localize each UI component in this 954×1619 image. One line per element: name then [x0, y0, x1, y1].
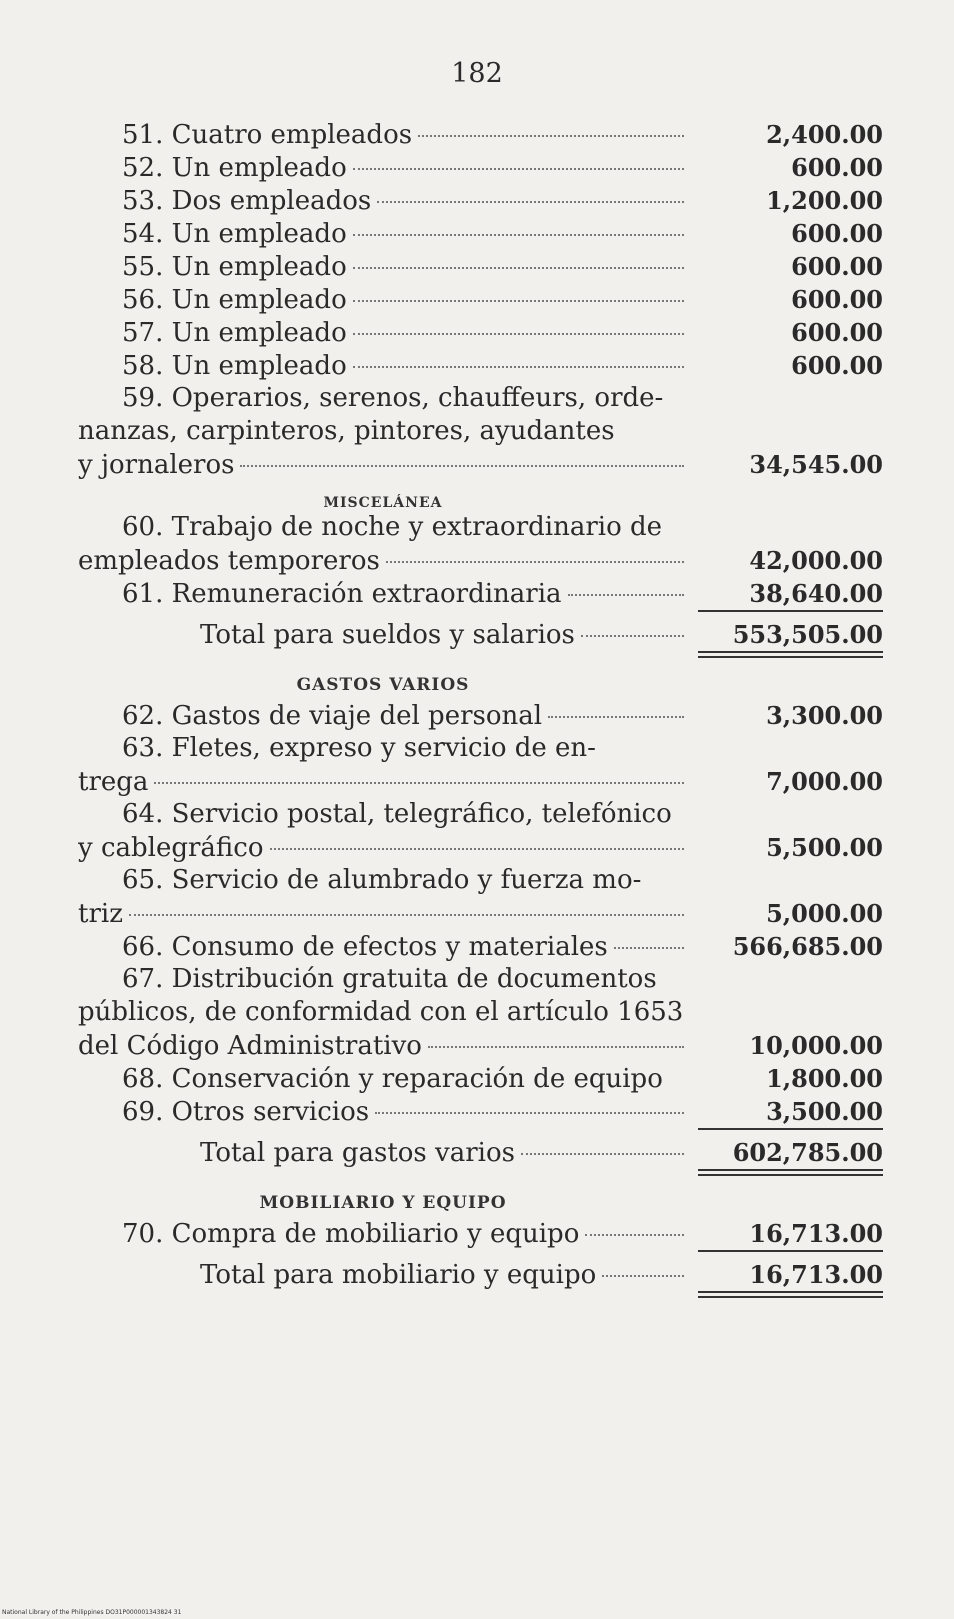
item-amount: 3,500.00 [766, 1097, 883, 1126]
line-item [78, 963, 883, 996]
item-amount: 600.00 [791, 219, 883, 248]
item-label: 55. Un empleado [122, 252, 347, 282]
item-amount: 16,713.00 [749, 1219, 883, 1248]
item-label: 59. Operarios, serenos, chauffeurs, orde- [122, 383, 664, 413]
item-amount: 38,640.00 [749, 579, 883, 608]
item-label: triz [78, 899, 123, 929]
line-item [78, 151, 883, 184]
total-line [78, 1258, 883, 1291]
item-label: 69. Otros servicios [122, 1097, 370, 1127]
item-label: 61. Remuneración extraordinaria [122, 579, 562, 609]
item-amount: 600.00 [791, 285, 883, 314]
item-amount: 5,500.00 [766, 833, 883, 862]
item-label: 51. Cuatro empleados [122, 120, 413, 150]
budget-list [78, 118, 883, 1299]
item-label: 65. Servicio de alumbrado y fuerza mo- [122, 865, 642, 895]
scan-footer: National Library of the Philippines DO31P000001343824 31 [2, 1609, 182, 1616]
item-amount: 42,000.00 [749, 546, 883, 575]
item-label: 67. Distribución gratuita de documentos [122, 964, 657, 994]
total-amount: 602,785.00 [732, 1138, 883, 1167]
line-item [78, 1095, 883, 1128]
item-amount: 5,000.00 [766, 899, 883, 928]
item-label: 64. Servicio postal, telegráfico, telefónico [122, 799, 672, 829]
item-amount: 566,685.00 [732, 932, 883, 961]
item-label: del Código Administrativo [78, 1031, 422, 1061]
item-label: trega [78, 767, 149, 797]
subtotal-rule [78, 1250, 883, 1258]
item-label: 53. Dos empleados [122, 186, 372, 216]
total-line [78, 1136, 883, 1169]
item-amount: 600.00 [791, 318, 883, 347]
section-heading-mobiliario: MOBILIARIO Y EQUIPO [259, 1193, 507, 1213]
line-item [78, 1062, 883, 1095]
double-rule [78, 651, 883, 659]
line-item [78, 864, 883, 897]
subtotal-rule [78, 1128, 883, 1136]
line-item [78, 1029, 883, 1062]
line-item [78, 415, 883, 448]
line-item [78, 765, 883, 798]
item-label: y cablegráfico [78, 833, 264, 863]
item-label: 56. Un empleado [122, 285, 347, 315]
line-item [78, 250, 883, 283]
section-heading-gastos: GASTOS VARIOS [296, 675, 470, 695]
item-amount: 2,400.00 [766, 120, 883, 149]
total-line [78, 618, 883, 651]
item-label: y jornaleros [78, 450, 235, 480]
line-item [78, 798, 883, 831]
item-label: 57. Un empleado [122, 318, 347, 348]
item-label: 54. Un empleado [122, 219, 347, 249]
line-item [78, 544, 883, 577]
line-item [78, 511, 883, 544]
double-rule [78, 1169, 883, 1177]
line-item [78, 349, 883, 382]
item-amount: 7,000.00 [766, 767, 883, 796]
line-item [78, 732, 883, 765]
line-item [78, 897, 883, 930]
total-amount: 16,713.00 [749, 1260, 883, 1289]
item-amount: 600.00 [791, 351, 883, 380]
line-item [78, 184, 883, 217]
line-item [78, 699, 883, 732]
section-heading-miscelanea: MISCELÁNEA [323, 495, 443, 511]
line-item [78, 930, 883, 963]
item-amount: 3,300.00 [766, 701, 883, 730]
item-amount: 1,800.00 [766, 1064, 883, 1093]
item-label: 68. Conservación y reparación de equipo [122, 1064, 663, 1094]
total-label: Total para gastos varios [200, 1138, 515, 1168]
item-label: 66. Consumo de efectos y materiales [122, 932, 608, 962]
item-amount: 1,200.00 [766, 186, 883, 215]
double-rule [78, 1291, 883, 1299]
line-item [78, 382, 883, 415]
item-label: 52. Un empleado [122, 153, 347, 183]
item-label: 62. Gastos de viaje del personal [122, 701, 543, 731]
item-label: 63. Fletes, expreso y servicio de en- [122, 733, 596, 763]
item-label: 58. Un empleado [122, 351, 347, 381]
item-label: empleados temporeros [78, 546, 380, 576]
line-item [78, 448, 883, 481]
line-item [78, 217, 883, 250]
subtotal-rule [78, 610, 883, 618]
line-item [78, 577, 883, 610]
item-label: nanzas, carpinteros, pintores, ayudantes [78, 416, 615, 446]
item-amount: 10,000.00 [749, 1031, 883, 1060]
page-number: 182 [451, 58, 503, 89]
total-label: Total para sueldos y salarios [200, 620, 575, 650]
line-item [78, 996, 883, 1029]
item-amount: 600.00 [791, 252, 883, 281]
line-item [78, 316, 883, 349]
item-amount: 600.00 [791, 153, 883, 182]
item-label: 70. Compra de mobiliario y equipo [122, 1219, 580, 1249]
line-item [78, 831, 883, 864]
line-item [78, 1217, 883, 1250]
line-item [78, 118, 883, 151]
item-label: 60. Trabajo de noche y extraordinario de [122, 512, 663, 542]
total-label: Total para mobiliario y equipo [200, 1260, 597, 1290]
total-amount: 553,505.00 [732, 620, 883, 649]
item-label: públicos, de conformidad con el artículo 1653 [78, 997, 684, 1027]
item-amount: 34,545.00 [749, 450, 883, 479]
line-item [78, 283, 883, 316]
